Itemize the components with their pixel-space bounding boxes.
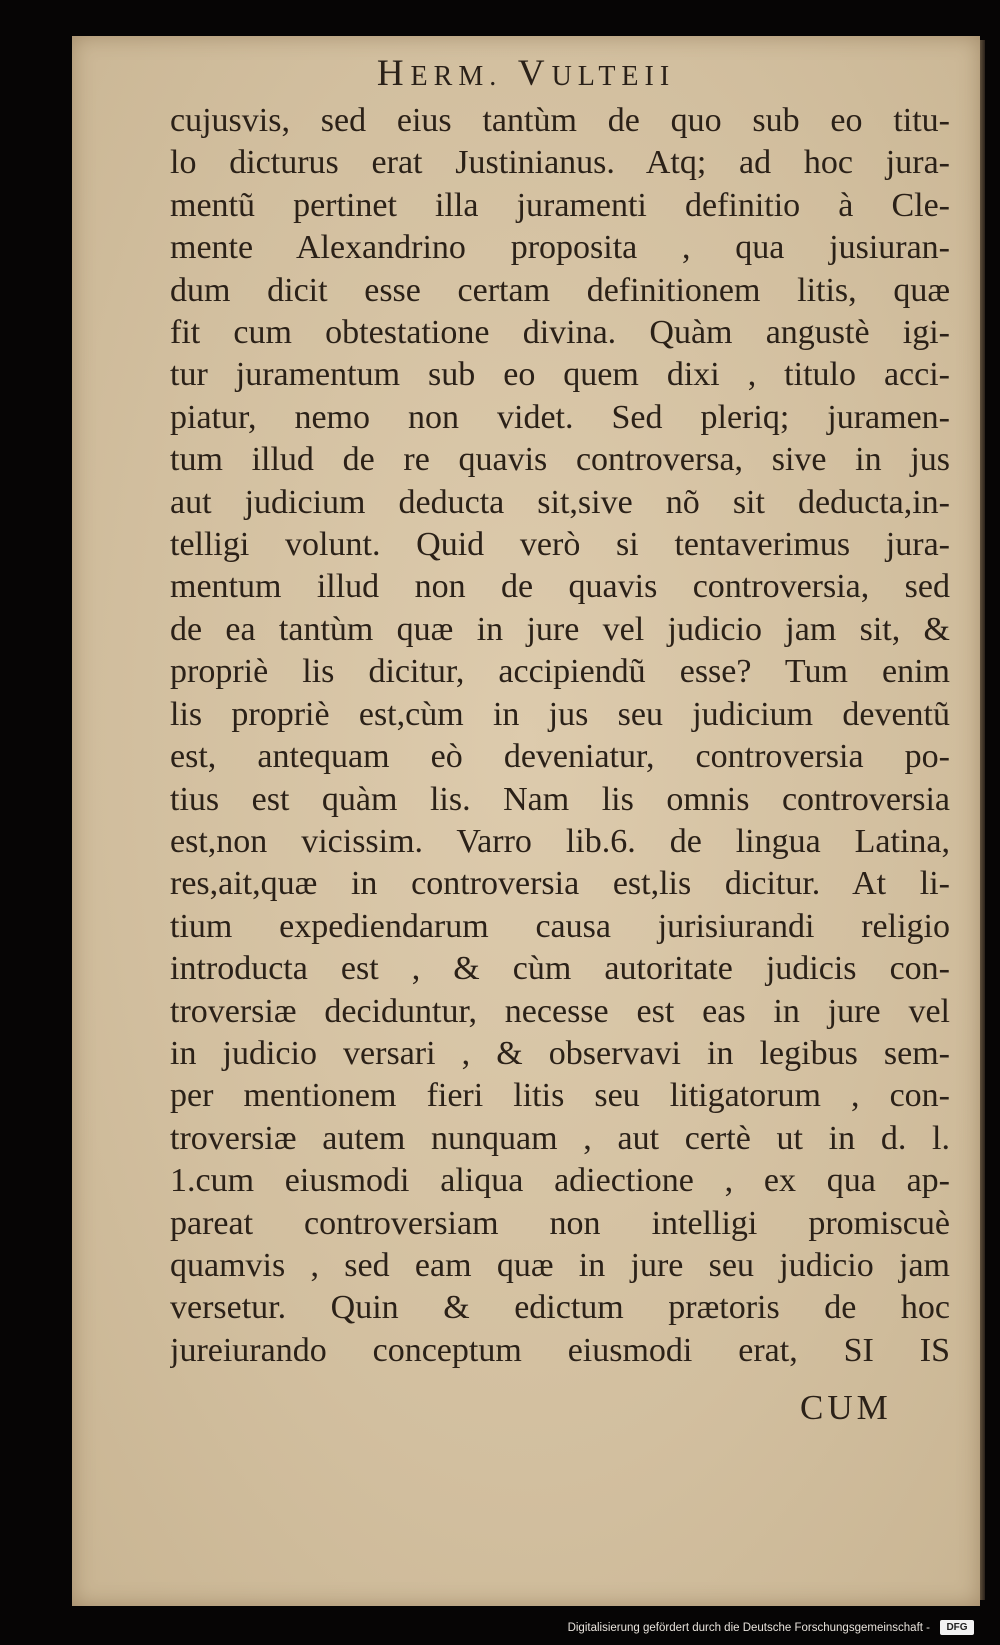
- running-head-text: HERM. VULTEII: [376, 53, 676, 94]
- text-line: jureiurando conceptum eiusmodi erat, SI IS: [170, 1331, 950, 1369]
- text-line: est, antequam eò deveniatur, controversia po-: [170, 738, 950, 776]
- text-line: troversiæ deciduntur, necesse est eas in jure vel: [170, 992, 950, 1030]
- text-line: per mentionem fieri litis seu litigatorum , con-: [170, 1077, 950, 1115]
- text-line: in judicio versari , & observavi in legibus sem-: [170, 1034, 950, 1072]
- text-line: est,non vicissim. Varro lib.6. de lingua Latina,: [170, 822, 950, 860]
- text-line: telligi volunt. Quid verò si tentaverimus jura-: [170, 526, 950, 564]
- text-line: cujusvis, sed eius tantùm de quo sub eo titu-: [170, 102, 950, 139]
- text-line: troversiæ autem nunquam , aut certè ut in d. l.: [170, 1119, 950, 1157]
- text-line: piatur, nemo non videt. Sed pleriq; juramen-: [170, 398, 950, 436]
- page-body-text: [170, 100, 950, 1372]
- text-line: tius est quàm lis. Nam lis omnis controversia: [170, 780, 950, 818]
- text-line: lis propriè est,cùm in jus seu judicium deventũ: [170, 695, 950, 733]
- text-line: mente Alexandrino proposita , qua jusiuran-: [170, 229, 950, 267]
- text-line: dum dicit esse certam definitionem litis, quæ: [170, 271, 950, 309]
- text-line: mentũ pertinet illa juramenti definitio à Cle-: [170, 186, 950, 224]
- text-line: pareat controversiam non intelligi promiscuè: [170, 1204, 950, 1242]
- digitization-credit: Digitalisierung gefördert durch die Deutsche Forschungsgemeinschaft -: [567, 1622, 930, 1634]
- text-line: tum illud de re quavis controversa, sive in jus: [170, 441, 950, 479]
- text-line: quamvis , sed eam quæ in jure seu judicio jam: [170, 1246, 950, 1284]
- text-line: tium expediendarum causa jurisiurandi religio: [170, 907, 950, 945]
- text-line: versetur. Quin & edictum prætoris de hoc: [170, 1289, 950, 1327]
- text-line: propriè lis dicitur, accipiendũ esse? Tum enim: [170, 653, 950, 691]
- text-line: mentum illud non de quavis controversia, sed: [170, 568, 950, 606]
- text-line: fit cum obtestatione divina. Quàm angustè igi-: [170, 314, 950, 352]
- dfg-logo: DFG: [940, 1620, 974, 1635]
- running-head: [72, 52, 980, 95]
- text-line: 1.cum eiusmodi aliqua adiectione , ex qua ap-: [170, 1162, 950, 1200]
- text-line: introducta est , & cùm autoritate judicis con-: [170, 950, 950, 988]
- text-line: tur juramentum sub eo quem dixi , titulo acci-: [170, 356, 950, 394]
- text-line: aut judicium deducta sit,sive nõ sit deducta,in-: [170, 483, 950, 521]
- text-line: de ea tantùm quæ in jure vel judicio jam sit, &: [170, 610, 950, 648]
- text-line: res,ait,quæ in controversia est,lis dicitur. At li-: [170, 865, 950, 903]
- text-line: lo dicturus erat Justinianus. Atq; ad hoc jura-: [170, 144, 950, 182]
- catchword: CUM: [800, 1388, 892, 1427]
